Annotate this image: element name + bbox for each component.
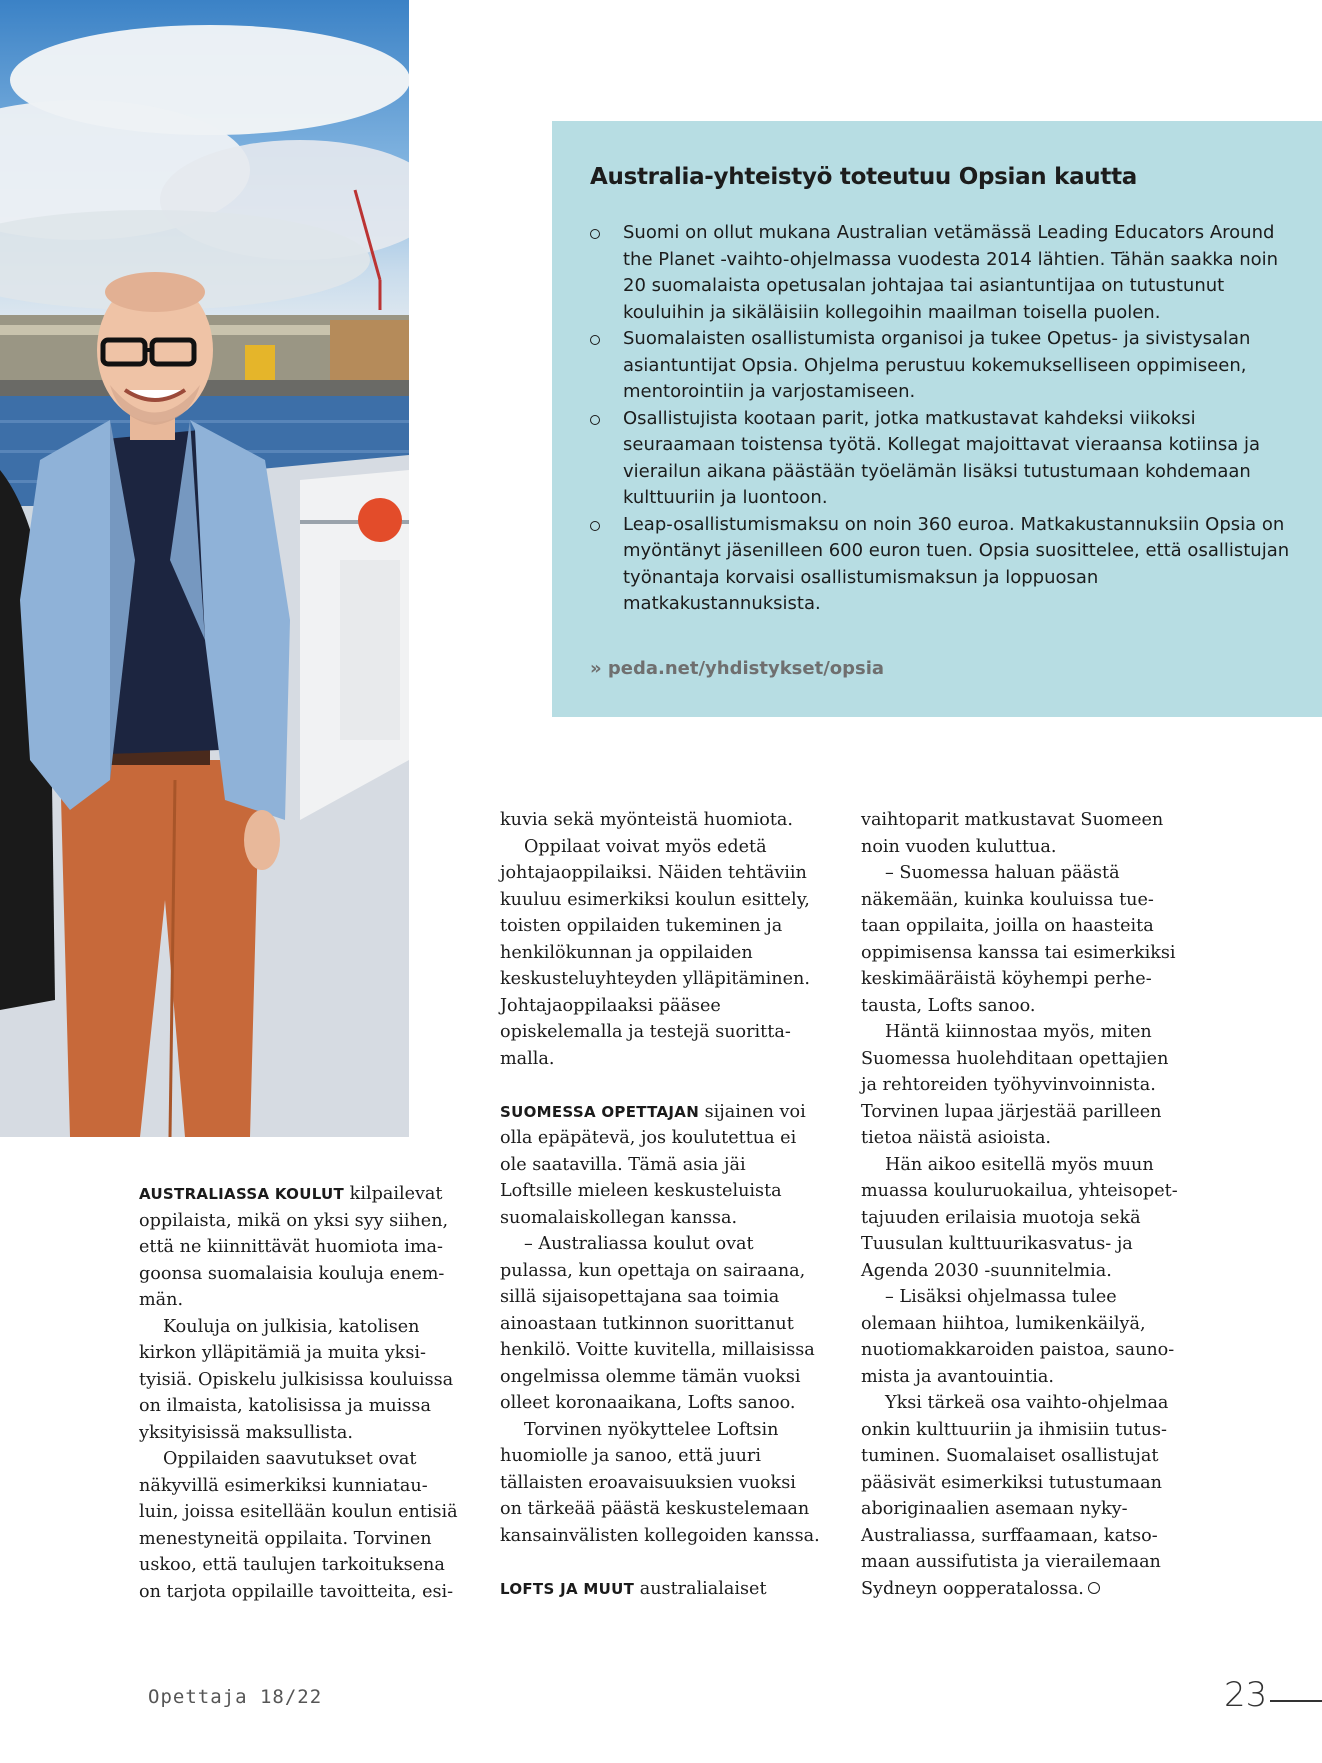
info-box-link[interactable]: » peda.net/yhdistykset/opsia bbox=[590, 658, 885, 679]
magazine-issue: Opettaja 18/22 bbox=[148, 1686, 323, 1708]
circle-bullet-icon bbox=[590, 521, 600, 531]
list-item: Suomi on ollut mukana Australian vetämässä Leading Educators Around the Planet -vaihto-ohjelmassa vuodesta 2014 lähtien. Tähän saakka noin 20 suomalaista opetusalan johtajaa tai asiantuntijaa on tutustunut kouluihin ja sikäläisiin kollegoihin maailman toisella puolen. bbox=[590, 220, 1290, 326]
lead-in: LOFTS JA MUUT bbox=[500, 1579, 635, 1598]
paragraph: SUOMESSA OPETTAJAN sijainen voi olla epäpätevä, jos koulutettua ei ole saatavilla. Tämä asia jäi Loftsille mieleen keskusteluista suomalaiskollegan kanssa. bbox=[500, 1101, 806, 1228]
circle-bullet-icon bbox=[590, 229, 600, 239]
paragraph: Hän aikoo esitellä myös muun muassa kouluruokailua, yhteisopettajuuden erilaisia muotoja sekä Tuusulan kulttuurikasvatus- ja Agenda 2030 -suunnitelmia. bbox=[861, 1154, 1178, 1281]
paragraph: Torvinen nyökyttelee Loftsin huomiolle ja sanoo, että juuri tällaisten eroavaisuuksien vuoksi on tärkeää päästä keskustelemaan kansainvälisten kollegoiden kanssa. bbox=[500, 1419, 820, 1546]
list-item: Suomalaisten osallistumista organisoi ja tukee Opetus- ja sivistysalan asiantuntijat Opsia. Ohjelma perustuu kokemukselliseen oppimiseen, mentorointiin ja varjostamiseen. bbox=[590, 326, 1290, 406]
circle-bullet-icon bbox=[590, 335, 600, 345]
harbour-photo-illustration bbox=[0, 0, 409, 1137]
article-column-3 bbox=[861, 807, 1181, 1602]
info-box bbox=[552, 121, 1322, 717]
list-item: Osallistujista kootaan parit, jotka matkustavat kahdeksi viikoksi seuraamaan toistensa työtä. Kollegat majoittavat vieraansa kotiinsa ja vierailun aikana päästään työelämän lisäksi tutustumaan kohdemaan kulttuuriin ja luontoon. bbox=[590, 406, 1290, 512]
page-number-rule bbox=[1270, 1700, 1322, 1702]
paragraph: Häntä kiinnostaa myös, miten Suomessa huolehditaan opettajien ja rehtoreiden työhyvinvoinnista. Torvinen lupaa järjestää parilleen tietoa näistä asioista. bbox=[861, 1022, 1169, 1148]
portrait-photo bbox=[0, 0, 409, 1137]
paragraph: vaihtoparit matkustavat Suomeen noin vuoden kuluttua. bbox=[861, 810, 1164, 857]
end-mark-icon bbox=[1088, 1582, 1100, 1594]
info-box-title: Australia-yhteistyö toteutuu Opsian kautta bbox=[590, 164, 1137, 190]
paragraph: kuvia sekä myönteistä huomiota. bbox=[500, 810, 793, 830]
lead-in: SUOMESSA OPETTAJAN bbox=[500, 1102, 700, 1121]
info-box-list bbox=[590, 220, 1290, 618]
paragraph: Kouluja on julkisia, katolisen kirkon ylläpitämiä ja muita yksityisiä. Opiskelu julkisissa kouluissa on ilmaista, katolisissa ja muissa yksityisissä maksullista. bbox=[139, 1316, 454, 1443]
list-item: Leap-osallistumismaksu on noin 360 euroa. Matkakustannuksiin Opsia on myöntänyt jäsenilleen 600 euron tuen. Opsia suosittelee, että osallistujan työnantaja korvaisi osallistumismaksun ja loppuosan matkakustannuksista. bbox=[590, 512, 1290, 618]
article-column-2 bbox=[500, 807, 820, 1602]
circle-bullet-icon bbox=[590, 415, 600, 425]
paragraph: AUSTRALIASSA KOULUT kilpailevat oppilaista, mikä on yksi syy siihen, että ne kiinnittävät huomiota imagoonsa suomalaisia kouluja enemmän. bbox=[139, 1184, 449, 1310]
paragraph: – Suomessa haluan päästä näkemään, kuinka kouluissa tuetaan oppilaita, joilla on haasteita oppimisensa kanssa tai esimerkiksi keskimääräistä köyhempi perhetausta, Lofts sanoo. bbox=[861, 863, 1176, 1016]
paragraph: Yksi tärkeä osa vaihto-ohjelmaa onkin kulttuuriin ja ihmisiin tutustuminen. Suomalaiset osallistujat pääsivät esimerkiksi tutustumaan aboriginaalien asemaan nykyAustraliassa, surffaamaan, katsomaan aussifutista ja vierailemaan Sydneyn oopperatalossa. bbox=[861, 1393, 1169, 1599]
paragraph: Oppilaat voivat myös edetä johtajaoppilaiksi. Näiden tehtäviin kuuluu esimerkiksi koulun esittely, toisten oppilaiden tukeminen ja henkilökunnan ja oppilaiden keskusteluyhteyden ylläpitäminen. Johtajaoppilaaksi pääsee opiskelemalla ja testejä suorittamalla. bbox=[500, 836, 810, 1069]
paragraph: – Australiassa koulut ovat pulassa, kun opettaja on sairaana, sillä sijaisopettajana saa toimia ainoastaan tutkinnon suorittanut henkilö. Voitte kuvitella, millaisissa ongelmissa olemme tämän vuoksi olleet koronaaikana, Lofts sanoo. bbox=[500, 1234, 815, 1413]
article-column-1 bbox=[139, 1181, 459, 1605]
paragraph: – Lisäksi ohjelmassa tulee olemaan hiihtoa, lumikenkäilyä, nuotiomakkaroiden paistoa, saunomista ja avantouintia. bbox=[861, 1287, 1175, 1387]
lead-in: AUSTRALIASSA KOULUT bbox=[139, 1185, 345, 1203]
paragraph: LOFTS JA MUUT australialaiset bbox=[500, 1578, 767, 1599]
paragraph: Oppilaiden saavutukset ovat näkyvillä esimerkiksi kunniatauluin, joissa esitellään koulun entisiä menestyneitä oppilaita. Torvinen uskoo, että taulujen tarkoituksena on tarjota oppilaille tavoitteita, esi- bbox=[139, 1449, 458, 1602]
page-number: 23 bbox=[1224, 1675, 1268, 1715]
